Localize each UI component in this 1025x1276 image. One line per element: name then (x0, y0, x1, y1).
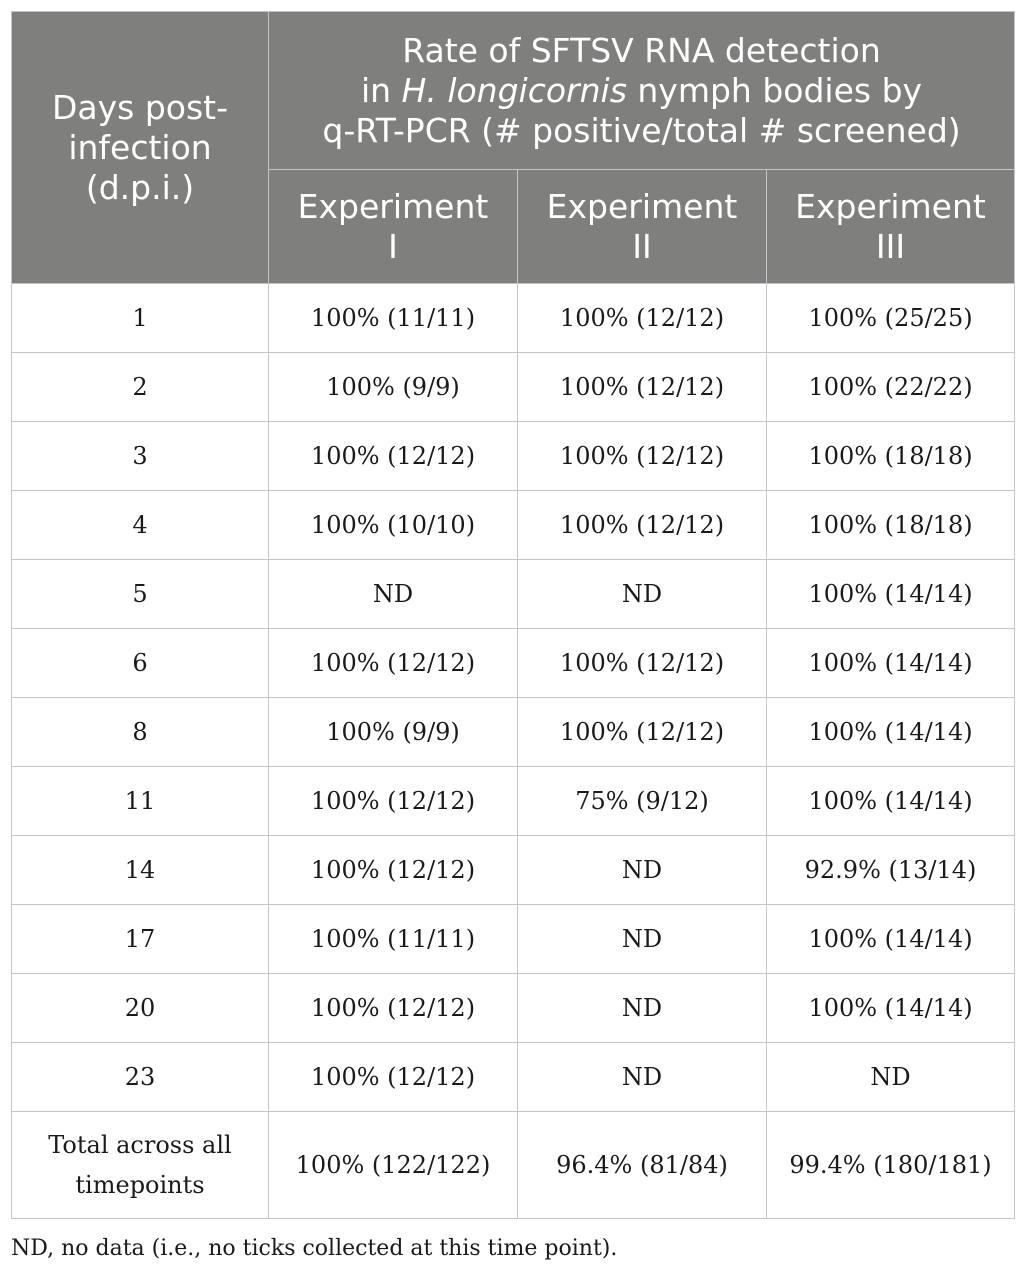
table-header (12, 12, 1015, 284)
cell-experiment-1: ND (269, 560, 518, 629)
cell-dpi: 3 (12, 422, 269, 491)
cell-experiment-2: ND (518, 974, 767, 1043)
cell-experiment-2: 100% (12/12) (518, 491, 767, 560)
cell-experiment-2: ND (518, 1043, 767, 1112)
cell-dpi: 5 (12, 560, 269, 629)
cell-experiment-3: 100% (22/22) (767, 353, 1015, 422)
cell-experiment-3: 100% (25/25) (767, 284, 1015, 353)
cell-experiment-1: 100% (10/10) (269, 491, 518, 560)
table-row (12, 422, 1015, 491)
cell-dpi: 4 (12, 491, 269, 560)
table-row (12, 353, 1015, 422)
cell-experiment-2: ND (518, 836, 767, 905)
cell-experiment-2: 75% (9/12) (518, 767, 767, 836)
header-days-line-3: (d.p.i.) (85, 167, 195, 207)
cell-dpi: 6 (12, 629, 269, 698)
cell-experiment-3: 100% (14/14) (767, 905, 1015, 974)
cell-experiment-3: 100% (14/14) (767, 629, 1015, 698)
total-label-line-2: timepoints (75, 1171, 205, 1199)
header-experiment-2-word: Experiment (546, 186, 738, 226)
cell-dpi: 17 (12, 905, 269, 974)
cell-experiment-3: 100% (14/14) (767, 767, 1015, 836)
cell-dpi: 2 (12, 353, 269, 422)
header-experiment-3-word: Experiment (795, 186, 986, 226)
header-experiment-1-word: Experiment (297, 186, 489, 226)
cell-experiment-3: 100% (14/14) (767, 974, 1015, 1043)
cell-experiment-3: 100% (14/14) (767, 560, 1015, 629)
cell-dpi: 14 (12, 836, 269, 905)
header-experiment-3 (767, 170, 1015, 284)
header-group-line-2-pre: in (360, 70, 402, 110)
header-days-line-1: Days post- (51, 87, 229, 127)
cell-dpi: 20 (12, 974, 269, 1043)
table-row (12, 836, 1015, 905)
results-table-container (11, 11, 1014, 1219)
table-row (12, 1043, 1015, 1112)
cell-experiment-3: 100% (18/18) (767, 491, 1015, 560)
table-footnote: ND, no data (i.e., no ticks collected at this time point). (11, 1236, 618, 1261)
table-row-total (12, 1112, 1015, 1219)
table-row (12, 629, 1015, 698)
cell-experiment-2: 100% (12/12) (518, 629, 767, 698)
table-row (12, 560, 1015, 629)
cell-experiment-3: 92.9% (13/14) (767, 836, 1015, 905)
table-row (12, 698, 1015, 767)
header-days-post-infection (12, 12, 269, 284)
header-detection-rate-group (269, 12, 1015, 170)
cell-experiment-1: 100% (9/9) (269, 353, 518, 422)
cell-experiment-2: 100% (12/12) (518, 698, 767, 767)
table-row (12, 284, 1015, 353)
header-group-line-2-post: nymph bodies by (626, 70, 923, 110)
table-row (12, 974, 1015, 1043)
cell-experiment-3: 100% (18/18) (767, 422, 1015, 491)
header-days-line-2: infection (68, 127, 212, 167)
cell-total-experiment-1: 100% (122/122) (269, 1112, 518, 1219)
header-group-line-1: Rate of SFTSV RNA detection (402, 30, 881, 70)
table-body (12, 284, 1015, 1219)
header-species-name: H. longicornis (401, 70, 627, 110)
cell-experiment-1: 100% (12/12) (269, 629, 518, 698)
cell-dpi: 8 (12, 698, 269, 767)
cell-experiment-1: 100% (12/12) (269, 767, 518, 836)
cell-experiment-2: 100% (12/12) (518, 284, 767, 353)
total-label-line-1: Total across all (48, 1131, 232, 1159)
cell-experiment-1: 100% (9/9) (269, 698, 518, 767)
cell-dpi: 11 (12, 767, 269, 836)
cell-experiment-1: 100% (12/12) (269, 974, 518, 1043)
cell-experiment-1: 100% (12/12) (269, 422, 518, 491)
cell-experiment-3: ND (767, 1043, 1015, 1112)
table-row (12, 491, 1015, 560)
cell-experiment-1: 100% (12/12) (269, 1043, 518, 1112)
cell-experiment-2: 100% (12/12) (518, 422, 767, 491)
header-experiment-3-numeral: III (875, 226, 906, 266)
cell-experiment-2: ND (518, 905, 767, 974)
cell-total-label (12, 1112, 269, 1219)
header-experiment-2 (518, 170, 767, 284)
results-table (11, 11, 1015, 1219)
cell-dpi: 1 (12, 284, 269, 353)
cell-total-experiment-2: 96.4% (81/84) (518, 1112, 767, 1219)
table-row (12, 905, 1015, 974)
cell-dpi: 23 (12, 1043, 269, 1112)
header-group-line-3: q-RT-PCR (# positive/total # screened) (322, 110, 961, 150)
header-experiment-1-numeral: I (388, 226, 398, 266)
cell-total-experiment-3: 99.4% (180/181) (767, 1112, 1015, 1219)
header-experiment-2-numeral: II (632, 226, 652, 266)
cell-experiment-2: ND (518, 560, 767, 629)
header-experiment-1 (269, 170, 518, 284)
cell-experiment-1: 100% (11/11) (269, 905, 518, 974)
cell-experiment-1: 100% (11/11) (269, 284, 518, 353)
cell-experiment-3: 100% (14/14) (767, 698, 1015, 767)
table-row (12, 767, 1015, 836)
cell-experiment-1: 100% (12/12) (269, 836, 518, 905)
cell-experiment-2: 100% (12/12) (518, 353, 767, 422)
header-group-line-2 (281, 71, 1002, 111)
